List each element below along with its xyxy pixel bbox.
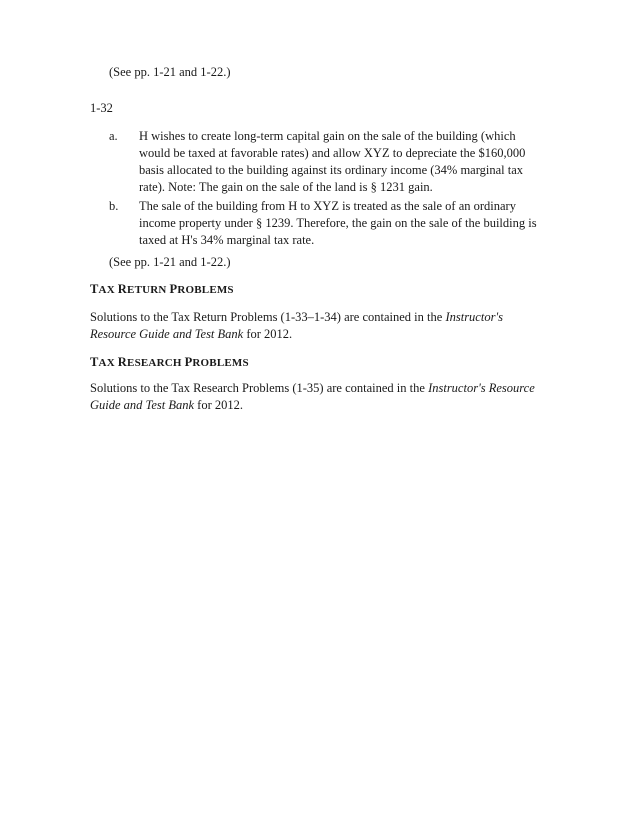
section-heading-tax-research-problems: TAX RESEARCH PROBLEMS [90,355,249,369]
list-marker-b: b. [109,199,119,213]
list-marker-a: a. [109,129,118,143]
tax-return-problems-text: Solutions to the Tax Return Problems (1-33–1-34) are contained in the Instructor's Resource Guide and Test Bank for 2012. [90,310,503,341]
page-reference-top: (See pp. 1-21 and 1-22.) [109,65,231,79]
list-item-a-text: H wishes to create long-term capital gain on the sale of the building (which would be taxed at favorable rates) and allow XYZ to depreciate the $160,000 basis allocated to the building against its ordinary income (34% marginal tax rate). Note: The gain on the sale of the land is § 1231 gain. [139,129,526,194]
page-reference-bottom: (See pp. 1-21 and 1-22.) [109,255,231,269]
tax-research-problems-text: Solutions to the Tax Research Problems (1-35) are contained in the Instructor's Resource Guide and Test Bank for 2012. [90,381,535,412]
problem-number: 1-32 [90,101,113,115]
section-heading-tax-return-problems: TAX RETURN PROBLEMS [90,282,234,296]
list-item-b-text: The sale of the building from H to XYZ is treated as the sale of an ordinary income property under § 1239. Therefore, the gain on the sale of the building is taxed at H's 34% marginal tax rate. [139,199,537,247]
